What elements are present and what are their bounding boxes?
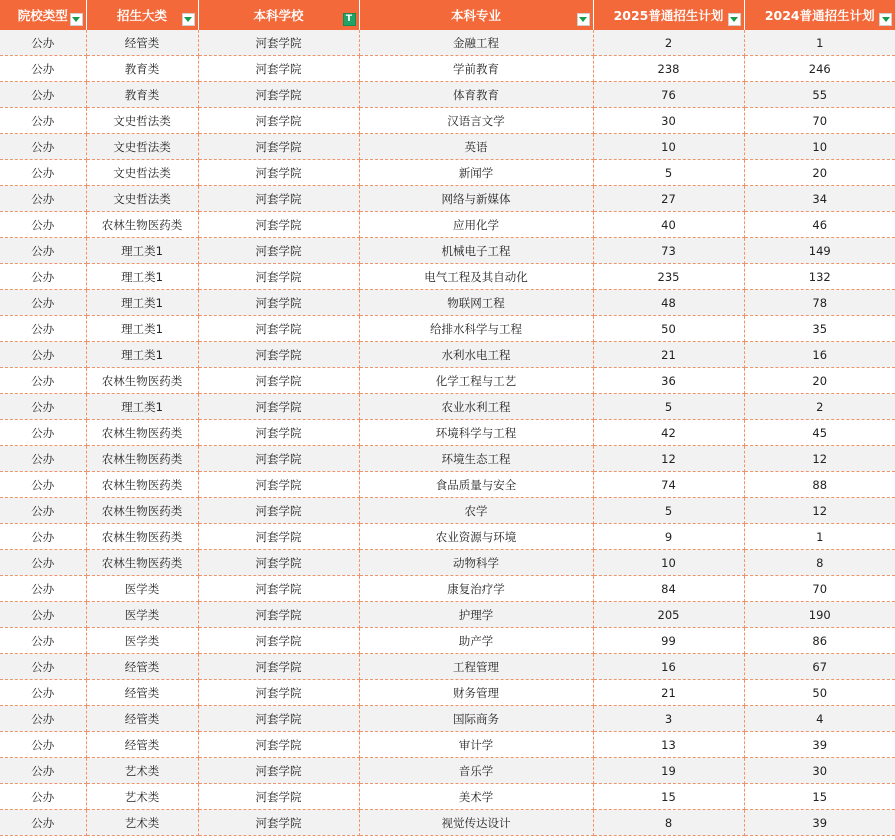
cell-major[interactable]: 动物科学 bbox=[359, 550, 593, 576]
cell-university[interactable]: 河套学院 bbox=[198, 654, 359, 680]
cell-plan-2025[interactable]: 21 bbox=[593, 680, 744, 706]
table-row[interactable] bbox=[0, 706, 895, 732]
cell-university[interactable]: 河套学院 bbox=[198, 706, 359, 732]
cell-plan-2025[interactable]: 2 bbox=[593, 30, 744, 56]
cell-major[interactable]: 物联网工程 bbox=[359, 290, 593, 316]
header-label: 2024普通招生计划 bbox=[764, 8, 875, 23]
cell-major[interactable]: 学前教育 bbox=[359, 56, 593, 82]
table-row[interactable] bbox=[0, 134, 895, 160]
filter-dropdown-icon[interactable] bbox=[70, 13, 83, 26]
cell-plan-2024[interactable]: 8 bbox=[744, 550, 895, 576]
cell-university[interactable]: 河套学院 bbox=[198, 446, 359, 472]
cell-major[interactable]: 农业资源与环境 bbox=[359, 524, 593, 550]
cell-plan-2024[interactable]: 88 bbox=[744, 472, 895, 498]
table-row[interactable] bbox=[0, 290, 895, 316]
cell-major[interactable]: 化学工程与工艺 bbox=[359, 368, 593, 394]
cell-major[interactable]: 英语 bbox=[359, 134, 593, 160]
cell-university[interactable]: 河套学院 bbox=[198, 238, 359, 264]
cell-plan-2025[interactable]: 10 bbox=[593, 550, 744, 576]
cell-plan-2024[interactable]: 39 bbox=[744, 732, 895, 758]
cell-major[interactable]: 机械电子工程 bbox=[359, 238, 593, 264]
cell-school-type[interactable]: 公办 bbox=[0, 810, 86, 836]
cell-major[interactable]: 环境科学与工程 bbox=[359, 420, 593, 446]
table-row[interactable] bbox=[0, 446, 895, 472]
cell-university[interactable]: 河套学院 bbox=[198, 732, 359, 758]
cell-major[interactable]: 给排水科学与工程 bbox=[359, 316, 593, 342]
cell-university[interactable]: 河套学院 bbox=[198, 134, 359, 160]
filter-dropdown-icon[interactable] bbox=[728, 13, 741, 26]
cell-major[interactable]: 体育教育 bbox=[359, 82, 593, 108]
cell-school-type[interactable]: 公办 bbox=[0, 160, 86, 186]
cell-enrollment-category[interactable]: 农林生物医药类 bbox=[86, 550, 198, 576]
cell-university[interactable]: 河套学院 bbox=[198, 550, 359, 576]
table-row[interactable] bbox=[0, 472, 895, 498]
cell-plan-2024[interactable]: 190 bbox=[744, 602, 895, 628]
cell-major[interactable]: 美术学 bbox=[359, 784, 593, 810]
cell-enrollment-category[interactable]: 医学类 bbox=[86, 602, 198, 628]
cell-plan-2025[interactable]: 21 bbox=[593, 342, 744, 368]
header-school-type[interactable] bbox=[0, 0, 86, 30]
cell-plan-2025[interactable]: 3 bbox=[593, 706, 744, 732]
header-label: 院校类型 bbox=[17, 8, 68, 23]
table-row[interactable] bbox=[0, 420, 895, 446]
table-row[interactable] bbox=[0, 160, 895, 186]
cell-plan-2025[interactable]: 36 bbox=[593, 368, 744, 394]
cell-university[interactable]: 河套学院 bbox=[198, 186, 359, 212]
cell-enrollment-category[interactable]: 艺术类 bbox=[86, 758, 198, 784]
cell-major[interactable]: 音乐学 bbox=[359, 758, 593, 784]
cell-university[interactable]: 河套学院 bbox=[198, 394, 359, 420]
cell-school-type[interactable]: 公办 bbox=[0, 654, 86, 680]
cell-major[interactable]: 国际商务 bbox=[359, 706, 593, 732]
cell-plan-2024[interactable]: 35 bbox=[744, 316, 895, 342]
cell-plan-2025[interactable]: 19 bbox=[593, 758, 744, 784]
filter-dropdown-icon[interactable] bbox=[577, 13, 590, 26]
cell-university[interactable]: 河套学院 bbox=[198, 342, 359, 368]
table-row[interactable] bbox=[0, 264, 895, 290]
header-row bbox=[0, 0, 895, 30]
table-row[interactable] bbox=[0, 108, 895, 134]
cell-plan-2025[interactable]: 74 bbox=[593, 472, 744, 498]
table-row[interactable] bbox=[0, 602, 895, 628]
cell-enrollment-category[interactable]: 文史哲法类 bbox=[86, 134, 198, 160]
header-plan-2025[interactable] bbox=[593, 0, 744, 30]
cell-major[interactable]: 金融工程 bbox=[359, 30, 593, 56]
cell-university[interactable]: 河套学院 bbox=[198, 524, 359, 550]
table-row[interactable] bbox=[0, 576, 895, 602]
cell-plan-2025[interactable]: 30 bbox=[593, 108, 744, 134]
cell-plan-2025[interactable]: 235 bbox=[593, 264, 744, 290]
table-row[interactable] bbox=[0, 550, 895, 576]
cell-major[interactable]: 汉语言文学 bbox=[359, 108, 593, 134]
cell-enrollment-category[interactable]: 经管类 bbox=[86, 732, 198, 758]
cell-plan-2025[interactable]: 50 bbox=[593, 316, 744, 342]
cell-plan-2024[interactable]: 20 bbox=[744, 368, 895, 394]
cell-plan-2025[interactable]: 5 bbox=[593, 160, 744, 186]
cell-enrollment-category[interactable]: 理工类1 bbox=[86, 316, 198, 342]
table-row[interactable] bbox=[0, 394, 895, 420]
cell-plan-2025[interactable]: 10 bbox=[593, 134, 744, 160]
header-label: 本科学校 bbox=[253, 8, 304, 23]
header-enrollment-category[interactable] bbox=[86, 0, 198, 30]
cell-school-type[interactable]: 公办 bbox=[0, 82, 86, 108]
cell-plan-2024[interactable]: 50 bbox=[744, 680, 895, 706]
table-row[interactable] bbox=[0, 498, 895, 524]
cell-school-type[interactable]: 公办 bbox=[0, 316, 86, 342]
cell-plan-2025[interactable]: 84 bbox=[593, 576, 744, 602]
table-row[interactable] bbox=[0, 238, 895, 264]
cell-school-type[interactable]: 公办 bbox=[0, 30, 86, 56]
cell-school-type[interactable]: 公办 bbox=[0, 186, 86, 212]
cell-university[interactable]: 河套学院 bbox=[198, 472, 359, 498]
cell-school-type[interactable]: 公办 bbox=[0, 134, 86, 160]
table-row[interactable] bbox=[0, 680, 895, 706]
cell-plan-2024[interactable]: 16 bbox=[744, 342, 895, 368]
cell-plan-2024[interactable]: 78 bbox=[744, 290, 895, 316]
cell-plan-2024[interactable]: 1 bbox=[744, 30, 895, 56]
cell-major[interactable]: 护理学 bbox=[359, 602, 593, 628]
cell-enrollment-category[interactable]: 文史哲法类 bbox=[86, 160, 198, 186]
cell-school-type[interactable]: 公办 bbox=[0, 108, 86, 134]
cell-school-type[interactable]: 公办 bbox=[0, 472, 86, 498]
cell-major[interactable]: 工程管理 bbox=[359, 654, 593, 680]
cell-plan-2025[interactable]: 12 bbox=[593, 446, 744, 472]
cell-enrollment-category[interactable]: 农林生物医药类 bbox=[86, 472, 198, 498]
cell-major[interactable]: 网络与新媒体 bbox=[359, 186, 593, 212]
cell-enrollment-category[interactable]: 文史哲法类 bbox=[86, 186, 198, 212]
cell-enrollment-category[interactable]: 农林生物医药类 bbox=[86, 420, 198, 446]
header-label: 招生大类 bbox=[116, 8, 167, 23]
cell-plan-2024[interactable]: 15 bbox=[744, 784, 895, 810]
cell-plan-2024[interactable]: 45 bbox=[744, 420, 895, 446]
table-row[interactable] bbox=[0, 758, 895, 784]
cell-enrollment-category[interactable]: 教育类 bbox=[86, 56, 198, 82]
table-header bbox=[0, 0, 895, 30]
cell-major[interactable]: 水利水电工程 bbox=[359, 342, 593, 368]
cell-enrollment-category[interactable]: 经管类 bbox=[86, 706, 198, 732]
cell-plan-2024[interactable]: 10 bbox=[744, 134, 895, 160]
cell-plan-2025[interactable]: 238 bbox=[593, 56, 744, 82]
cell-plan-2024[interactable]: 12 bbox=[744, 446, 895, 472]
cell-plan-2024[interactable]: 149 bbox=[744, 238, 895, 264]
table-row[interactable] bbox=[0, 810, 895, 836]
cell-plan-2025[interactable]: 40 bbox=[593, 212, 744, 238]
cell-university[interactable]: 河套学院 bbox=[198, 108, 359, 134]
header-label: 本科专业 bbox=[450, 8, 501, 23]
cell-school-type[interactable]: 公办 bbox=[0, 784, 86, 810]
header-university[interactable] bbox=[198, 0, 359, 30]
cell-plan-2025[interactable]: 76 bbox=[593, 82, 744, 108]
table-row[interactable] bbox=[0, 628, 895, 654]
cell-school-type[interactable]: 公办 bbox=[0, 420, 86, 446]
cell-university[interactable]: 河套学院 bbox=[198, 602, 359, 628]
table-row[interactable] bbox=[0, 186, 895, 212]
table-row[interactable] bbox=[0, 212, 895, 238]
cell-university[interactable]: 河套学院 bbox=[198, 784, 359, 810]
table-row[interactable] bbox=[0, 316, 895, 342]
cell-university[interactable]: 河套学院 bbox=[198, 680, 359, 706]
cell-plan-2024[interactable]: 39 bbox=[744, 810, 895, 836]
cell-major[interactable]: 助产学 bbox=[359, 628, 593, 654]
cell-school-type[interactable]: 公办 bbox=[0, 758, 86, 784]
cell-enrollment-category[interactable]: 农林生物医药类 bbox=[86, 524, 198, 550]
table-row[interactable] bbox=[0, 368, 895, 394]
header-label: 2025普通招生计划 bbox=[613, 8, 724, 23]
cell-major[interactable]: 农学 bbox=[359, 498, 593, 524]
cell-plan-2024[interactable]: 46 bbox=[744, 212, 895, 238]
cell-enrollment-category[interactable]: 医学类 bbox=[86, 628, 198, 654]
cell-plan-2024[interactable]: 12 bbox=[744, 498, 895, 524]
cell-school-type[interactable]: 公办 bbox=[0, 732, 86, 758]
cell-university[interactable]: 河套学院 bbox=[198, 56, 359, 82]
cell-school-type[interactable]: 公办 bbox=[0, 290, 86, 316]
cell-major[interactable]: 康复治疗学 bbox=[359, 576, 593, 602]
cell-enrollment-category[interactable]: 经管类 bbox=[86, 654, 198, 680]
cell-school-type[interactable]: 公办 bbox=[0, 628, 86, 654]
table-row[interactable] bbox=[0, 732, 895, 758]
filter-dropdown-icon[interactable] bbox=[879, 13, 892, 26]
cell-plan-2025[interactable]: 99 bbox=[593, 628, 744, 654]
cell-school-type[interactable]: 公办 bbox=[0, 342, 86, 368]
cell-enrollment-category[interactable]: 理工类1 bbox=[86, 264, 198, 290]
cell-plan-2024[interactable]: 2 bbox=[744, 394, 895, 420]
cell-university[interactable]: 河套学院 bbox=[198, 82, 359, 108]
cell-plan-2024[interactable]: 67 bbox=[744, 654, 895, 680]
cell-plan-2025[interactable]: 13 bbox=[593, 732, 744, 758]
cell-school-type[interactable]: 公办 bbox=[0, 238, 86, 264]
cell-university[interactable]: 河套学院 bbox=[198, 160, 359, 186]
cell-enrollment-category[interactable]: 农林生物医药类 bbox=[86, 446, 198, 472]
header-major[interactable] bbox=[359, 0, 593, 30]
filter-dropdown-icon[interactable] bbox=[182, 13, 195, 26]
cell-school-type[interactable]: 公办 bbox=[0, 368, 86, 394]
table-row[interactable] bbox=[0, 784, 895, 810]
cell-university[interactable]: 河套学院 bbox=[198, 316, 359, 342]
cell-school-type[interactable]: 公办 bbox=[0, 524, 86, 550]
cell-university[interactable]: 河套学院 bbox=[198, 264, 359, 290]
cell-major[interactable]: 应用化学 bbox=[359, 212, 593, 238]
cell-school-type[interactable]: 公办 bbox=[0, 264, 86, 290]
cell-major[interactable]: 食品质量与安全 bbox=[359, 472, 593, 498]
cell-plan-2025[interactable]: 27 bbox=[593, 186, 744, 212]
cell-enrollment-category[interactable]: 农林生物医药类 bbox=[86, 212, 198, 238]
table-row[interactable] bbox=[0, 56, 895, 82]
cell-major[interactable]: 电气工程及其自动化 bbox=[359, 264, 593, 290]
cell-plan-2024[interactable]: 4 bbox=[744, 706, 895, 732]
cell-enrollment-category[interactable]: 理工类1 bbox=[86, 342, 198, 368]
cell-university[interactable]: 河套学院 bbox=[198, 758, 359, 784]
cell-plan-2024[interactable]: 70 bbox=[744, 108, 895, 134]
table-row[interactable] bbox=[0, 342, 895, 368]
cell-plan-2025[interactable]: 73 bbox=[593, 238, 744, 264]
table-row[interactable] bbox=[0, 82, 895, 108]
table-row[interactable] bbox=[0, 30, 895, 56]
cell-major[interactable]: 农业水利工程 bbox=[359, 394, 593, 420]
cell-plan-2025[interactable]: 8 bbox=[593, 810, 744, 836]
cell-enrollment-category[interactable]: 艺术类 bbox=[86, 784, 198, 810]
cell-university[interactable]: 河套学院 bbox=[198, 420, 359, 446]
cell-plan-2024[interactable]: 34 bbox=[744, 186, 895, 212]
cell-university[interactable]: 河套学院 bbox=[198, 368, 359, 394]
cell-school-type[interactable]: 公办 bbox=[0, 498, 86, 524]
cell-school-type[interactable]: 公办 bbox=[0, 212, 86, 238]
cell-enrollment-category[interactable]: 经管类 bbox=[86, 30, 198, 56]
cell-plan-2024[interactable]: 1 bbox=[744, 524, 895, 550]
cell-enrollment-category[interactable]: 理工类1 bbox=[86, 394, 198, 420]
cell-plan-2024[interactable]: 132 bbox=[744, 264, 895, 290]
cell-plan-2024[interactable]: 246 bbox=[744, 56, 895, 82]
cell-university[interactable]: 河套学院 bbox=[198, 810, 359, 836]
cell-plan-2024[interactable]: 20 bbox=[744, 160, 895, 186]
cell-plan-2024[interactable]: 55 bbox=[744, 82, 895, 108]
cell-school-type[interactable]: 公办 bbox=[0, 394, 86, 420]
cell-plan-2025[interactable]: 16 bbox=[593, 654, 744, 680]
header-plan-2024[interactable] bbox=[744, 0, 895, 30]
cell-plan-2025[interactable]: 42 bbox=[593, 420, 744, 446]
table-body bbox=[0, 30, 895, 836]
cell-plan-2025[interactable]: 5 bbox=[593, 394, 744, 420]
cell-enrollment-category[interactable]: 艺术类 bbox=[86, 810, 198, 836]
cell-plan-2024[interactable]: 86 bbox=[744, 628, 895, 654]
cell-university[interactable]: 河套学院 bbox=[198, 290, 359, 316]
cell-major[interactable]: 新闻学 bbox=[359, 160, 593, 186]
cell-school-type[interactable]: 公办 bbox=[0, 706, 86, 732]
cell-plan-2025[interactable]: 9 bbox=[593, 524, 744, 550]
cell-school-type[interactable]: 公办 bbox=[0, 446, 86, 472]
cell-enrollment-category[interactable]: 理工类1 bbox=[86, 238, 198, 264]
cell-plan-2024[interactable]: 70 bbox=[744, 576, 895, 602]
cell-university[interactable]: 河套学院 bbox=[198, 576, 359, 602]
cell-school-type[interactable]: 公办 bbox=[0, 680, 86, 706]
cell-school-type[interactable]: 公办 bbox=[0, 576, 86, 602]
cell-school-type[interactable]: 公办 bbox=[0, 56, 86, 82]
cell-enrollment-category[interactable]: 医学类 bbox=[86, 576, 198, 602]
cell-university[interactable]: 河套学院 bbox=[198, 212, 359, 238]
cell-enrollment-category[interactable]: 农林生物医药类 bbox=[86, 498, 198, 524]
cell-university[interactable]: 河套学院 bbox=[198, 498, 359, 524]
cell-enrollment-category[interactable]: 农林生物医药类 bbox=[86, 368, 198, 394]
cell-plan-2025[interactable]: 15 bbox=[593, 784, 744, 810]
cell-plan-2025[interactable]: 205 bbox=[593, 602, 744, 628]
cell-plan-2025[interactable]: 5 bbox=[593, 498, 744, 524]
cell-university[interactable]: 河套学院 bbox=[198, 628, 359, 654]
cell-enrollment-category[interactable]: 经管类 bbox=[86, 680, 198, 706]
cell-school-type[interactable]: 公办 bbox=[0, 550, 86, 576]
table-row[interactable] bbox=[0, 524, 895, 550]
cell-major[interactable]: 环境生态工程 bbox=[359, 446, 593, 472]
cell-major[interactable]: 财务管理 bbox=[359, 680, 593, 706]
table-row[interactable] bbox=[0, 654, 895, 680]
cell-plan-2024[interactable]: 30 bbox=[744, 758, 895, 784]
cell-enrollment-category[interactable]: 教育类 bbox=[86, 82, 198, 108]
cell-major[interactable]: 审计学 bbox=[359, 732, 593, 758]
cell-enrollment-category[interactable]: 文史哲法类 bbox=[86, 108, 198, 134]
cell-school-type[interactable]: 公办 bbox=[0, 602, 86, 628]
cell-plan-2025[interactable]: 48 bbox=[593, 290, 744, 316]
cell-major[interactable]: 视觉传达设计 bbox=[359, 810, 593, 836]
cell-university[interactable]: 河套学院 bbox=[198, 30, 359, 56]
filter-active-icon[interactable]: T bbox=[343, 13, 356, 26]
cell-enrollment-category[interactable]: 理工类1 bbox=[86, 290, 198, 316]
